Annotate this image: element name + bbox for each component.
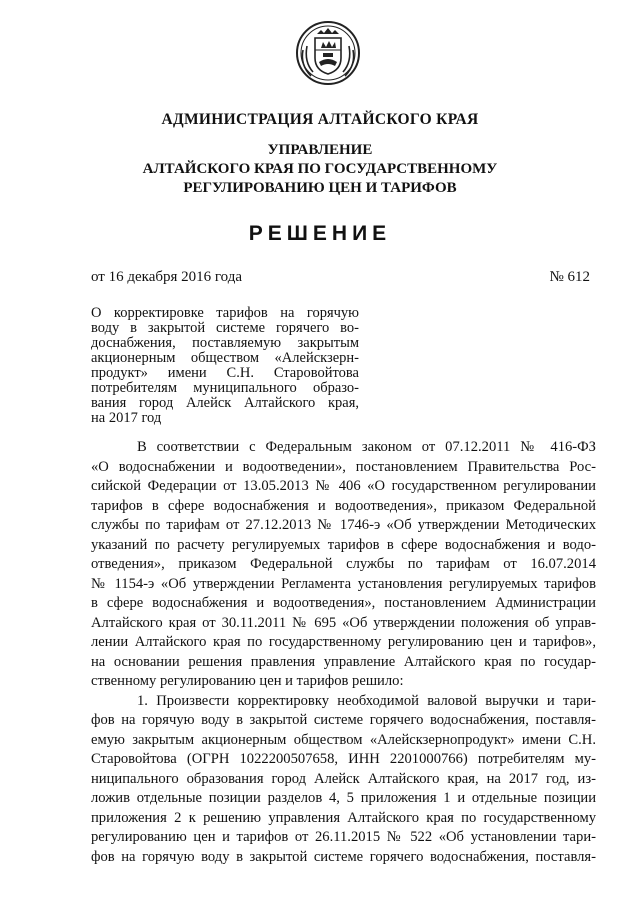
body-line: сийской Федерации от 13.05.2013 № 406 «О государственном регулировании — [91, 478, 596, 494]
body-line: отведения», приказом Федеральной службы по тарифам от 16.07.2014 — [91, 556, 596, 572]
subject-line: продукт» имени С.Н. Старовойтова — [91, 365, 359, 381]
body-line: фов на горячую воду в закрытой системе горячего водоснабжения, поставля- — [91, 848, 596, 865]
department-line: УПРАВЛЕНИЕ — [267, 142, 373, 158]
body-line: лении Алтайского края по государственному регулированию цен и тарифов», — [91, 634, 596, 650]
body-line: емую закрытым акционерным обществом «Алейскзернопродукт» имени С.Н. — [91, 731, 596, 748]
organization-name: АДМИНИСТРАЦИЯ АЛТАЙСКОГО КРАЯ — [161, 111, 479, 128]
department-name — [0, 141, 640, 198]
subject-line: О корректировке тарифов на горячую — [91, 305, 359, 321]
subject-block — [91, 306, 359, 426]
decision-body — [91, 438, 596, 867]
body-line: «О водоснабжении и водоотведении», постановлением Правительства Рос- — [91, 458, 596, 475]
document-number: № 612 — [549, 269, 590, 285]
document-type-title: РЕШЕНИЕ — [248, 222, 392, 245]
department-line: РЕГУЛИРОВАНИЮ ЦЕН И ТАРИФОВ — [183, 180, 457, 196]
body-line: службы по тарифам от 27.12.2013 № 1746-э «Об утверждении Методических — [91, 517, 596, 533]
body-line: № 1154-э «Об утверждении Регламента установления регулируемых тарифов — [91, 575, 596, 592]
body-line: Алтайского края от 30.11.2011 № 695 «Об утверждении положения об управ- — [91, 614, 596, 631]
subject-line: доснабжения, поставляемую закрытым — [91, 335, 359, 351]
subject-line: на 2017 год — [91, 410, 162, 426]
body-line: на основании решения правления управление Алтайского края по государ- — [91, 653, 596, 670]
coat-of-arms-icon — [295, 20, 361, 86]
body-line: фов на горячую воду в закрытой системе горячего водоснабжения, поставля- — [91, 712, 596, 728]
subject-line: воду в закрытой системе горячего во- — [91, 320, 359, 336]
body-line: В соответствии с Федеральным законом от 07.12.2011 № 416-ФЗ — [137, 439, 596, 455]
body-line: приложения 2 к решению управления Алтайского края по государственному — [91, 809, 596, 826]
body-line: регулированию цен и тарифов от 26.11.2015 № 522 «Об установлении тари- — [91, 829, 596, 845]
body-line: ложив отдельные позиции разделов 4, 5 приложения 1 и отдельные позиции — [91, 790, 596, 806]
document-date: от 16 декабря 2016 года — [91, 269, 243, 285]
subject-line: потребителям муниципального образо- — [91, 380, 359, 396]
body-line: ственному регулированию цен и тарифов решило: — [91, 673, 404, 689]
body-line: указаний по расчету регулируемых тарифов в сфере водоснабжения и водо- — [91, 536, 596, 553]
body-line: 1. Произвести корректировку необходимой валовой выручки и тари- — [137, 692, 596, 709]
body-line: в сфере водоснабжения и водоотведения», постановлением Администрации — [91, 595, 596, 611]
body-line: тарифов в сфере водоснабжения и водоотведения», приказом Федеральной — [91, 497, 596, 514]
subject-line: вания город Алейск Алтайского края, — [91, 395, 359, 411]
body-line: Старовойтова (ОГРН 1022200507658, ИНН 2201000766) потребителям му- — [91, 751, 596, 767]
subject-line: акционерным обществом «Алейскзерн- — [91, 350, 359, 366]
body-line: ниципального образования город Алейск Алтайского края, на 2017 год, из- — [91, 770, 596, 787]
department-line: АЛТАЙСКОГО КРАЯ ПО ГОСУДАРСТВЕННОМУ — [142, 161, 498, 177]
